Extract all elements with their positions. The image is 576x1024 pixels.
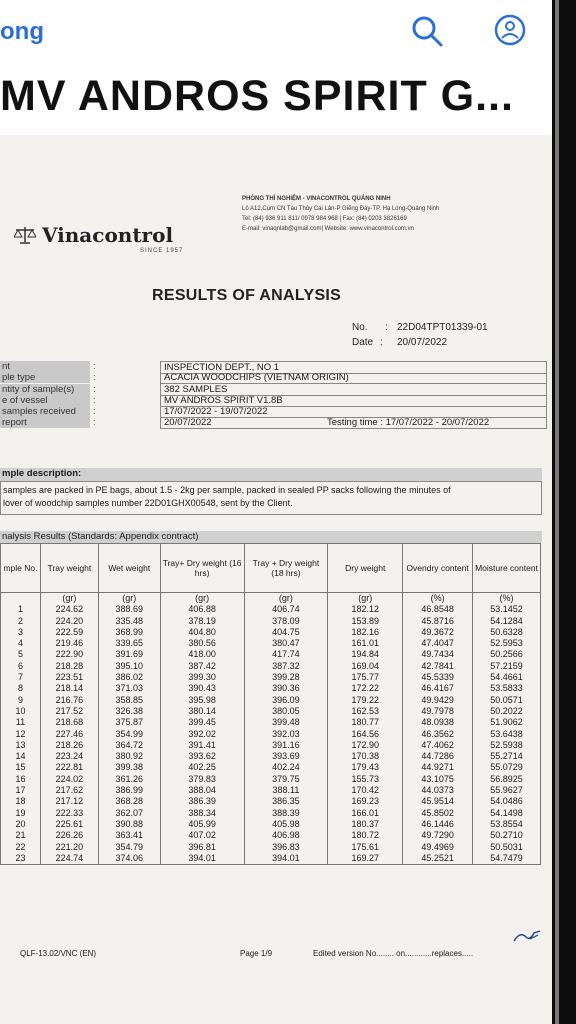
table-row — [1, 706, 541, 717]
table-cell: 394.01 — [244, 853, 328, 865]
table-cell: 388.04 — [160, 785, 244, 796]
table-cell: 55.9627 — [473, 785, 541, 796]
table-cell: 374.06 — [98, 853, 160, 865]
table-cell: 378.19 — [160, 616, 244, 627]
table-cell: 46.3562 — [403, 729, 473, 740]
scale-logo-icon — [14, 226, 36, 244]
report-title: RESULTS OF ANALYSIS — [152, 287, 342, 304]
table-cell: 4 — [1, 638, 41, 649]
table-cell: 392.02 — [160, 729, 244, 740]
table-cell: 361.26 — [98, 774, 160, 785]
table-cell: 155.73 — [328, 774, 403, 785]
table-cell: 47.4047 — [403, 638, 473, 649]
table-row — [1, 638, 541, 649]
table-cell: 49.7290 — [403, 830, 473, 841]
table-cell: 50.2022 — [473, 706, 541, 717]
table-cell: 221.20 — [40, 842, 98, 853]
report-no-value: 22D04TPT01339-01 — [397, 322, 488, 333]
table-cell: 53.6438 — [473, 729, 541, 740]
table-cell: 44.9271 — [403, 762, 473, 773]
unit-cell: (gr) — [98, 593, 160, 605]
table-cell: 161.01 — [328, 638, 403, 649]
table-row — [1, 774, 541, 785]
table-cell: 391.69 — [98, 649, 160, 660]
table-cell: 46.4167 — [403, 683, 473, 694]
table-cell: 49.3672 — [403, 627, 473, 638]
document-page: Vinacontrol SINCE 1957 PHÒNG THÍ NGHIỆM - VINACONTROL QUẢNG NINH Lô A12,Cụm CN Tàu Thủy Cái Lân-P Giếng Đáy-TP. Hạ Long-Quảng Ninh Tel: (84) 936 911 811/ 0978 984 968 | Fax: (84) 0203 3826169 E-mail: vinaqnlab@gmail.com| Website: www.vinacontrol.com.vn RESULTS OF ANALYSIS No. : 22D04TPT01339-01 Date : 20/07/2022 nt : INSPECTION DEPT., NO 1 ple type : ACACIA WOODCHIPS (VIETNAM ORIGIN) ntity of sample(s) : 382 SAMPLES e of vessel : MV ANDROS SPIRIT V1.8B samples received : 17/07/2022 - 19/07/2022 report : 20/07/2022 Testing time : 17/07/2022 - 20/07/2022 mple description: samples are packed in PE bags, about 1.5 - 2kg per sample, packed in sealed PP sacks following the minutes of lover of woodchip samples number 22D01GHX00548, sent by the Client. nalysis Results (Standards: Appendix contract) mple No. Tray weight Wet weight Tray+ Dry weight (16 hrs) Tray + Dry weight (18 hrs) Dry weight Ovendry content Moisture content (gr) (gr) (gr) (gr) (gr) (%) (%) 1 224.62 388.69 406.88 406.74 182.12 46.8548 53.1452 2 224.20 335.48 378.19 378.09 153.89 45.8716 54.1284 3 222.59 368.99 404.80 404.75 182.16 49.3672 50.6328 4 219.46 339.65 380.56 380.47 161.01 47.4047 52.5953 5 222.90 391.69 418.00 417.74 194.84 49.7434 50.2566 6 218.28 395.10 387.42 387.32 169.04 42.7841 57.2159 7 223.51 386.02 399.30 399.28 175.77 45.5339 54.4661 8 218.14 371.03 390.43 390.36 172.22 46.4167 53.5833 9 216.76 358.85 395.98 396.09 179.22 49.9429 50.0571 10 217.52 326.38 380.14 380.05 162.53 49.7978 50.2022 11 218.68 375.87 399.45 399.48 180.77 48.0938 51.9062 12 227.46 354.99 392.02 392.03 164.56 46.3562 53.6438 13 218.26 364.72 391.41 391.16 172.90 47.4062 52.5938 14 223.24 380.92 393.62 393.69 170.38 44.7286 55.2714 15 222.81 399.38 402.25 402.24 179.43 44.9271 55.0729 16 224.02 361.26 379.83 379.75 155.73 43.1075 56.8925 17 217.62 386.99 388.04 388.11 170.42 44.0373 55.9627 18 217.12 368.28 386.39 386.35 169.23 45.9514 54.0486 19 222.33 362.07 388.34 388.39 166.01 45.8502 54.1498 20 225.61 390.88 405.99 405.98 180.37 46.1446 53.8554 21 226.26 363.41 407.02 406.98 180.72 49.7290 50.2710 22 221.20 354.79 396.81 396.83 175.61 49.4969 50.5031 23 224.74 374.06 394.01 394.01 169.27 45.2521 54.7479 QLF-13.02/VNC (EN) Page 1/9 Edited version No........ on............replaces..... — [0, 135, 552, 1024]
unit-cell: (%) — [403, 593, 473, 605]
table-cell: 368.28 — [98, 796, 160, 807]
lab-email: E-mail: vinaqnlab@gmail.com| Website: www.vinacontrol.com.vn — [242, 226, 414, 232]
back-link[interactable]: ong — [0, 18, 44, 45]
testing-time: Testing time : 17/07/2022 - 20/07/2022 — [327, 417, 490, 428]
table-cell: 19 — [1, 808, 41, 819]
table-cell: 218.68 — [40, 717, 98, 728]
table-cell: 172.90 — [328, 740, 403, 751]
table-cell: 49.7434 — [403, 649, 473, 660]
table-cell: 387.42 — [160, 661, 244, 672]
table-cell: 45.9514 — [403, 796, 473, 807]
table-cell: 54.7479 — [473, 853, 541, 865]
table-row — [1, 762, 541, 773]
table-cell: 1 — [1, 604, 41, 615]
table-cell: 406.88 — [160, 604, 244, 615]
info-row: e of vessel : MV ANDROS SPIRIT V1.8B — [0, 395, 540, 406]
table-cell: 45.8502 — [403, 808, 473, 819]
sample-description: samples are packed in PE bags, about 1.5 - 2kg per sample, packed in sealed PP sacks following the minutes of lover of woodchip samples number 22D01GHX00548, sent by the Client. — [0, 481, 542, 515]
analysis-results-title: nalysis Results (Standards: Appendix contract) — [0, 531, 542, 543]
table-cell: 379.83 — [160, 774, 244, 785]
table-cell: 22 — [1, 842, 41, 853]
table-cell: 222.59 — [40, 627, 98, 638]
table-row — [1, 819, 541, 830]
table-cell: 54.0486 — [473, 796, 541, 807]
table-cell: 53.5833 — [473, 683, 541, 694]
table-cell: 10 — [1, 706, 41, 717]
table-cell: 395.10 — [98, 661, 160, 672]
table-cell: 386.02 — [98, 672, 160, 683]
table-cell: 9 — [1, 695, 41, 706]
table-cell: 223.24 — [40, 751, 98, 762]
table-cell: 6 — [1, 661, 41, 672]
table-row — [1, 785, 541, 796]
column-header: Tray+ Dry weight (16 hrs) — [160, 544, 244, 593]
table-cell: 45.8716 — [403, 616, 473, 627]
footer-form-code: QLF-13.02/VNC (EN) — [20, 949, 97, 958]
table-cell: 194.84 — [328, 649, 403, 660]
table-cell: 179.43 — [328, 762, 403, 773]
table-cell: 224.74 — [40, 853, 98, 865]
table-row — [1, 830, 541, 841]
table-cell: 402.24 — [244, 762, 328, 773]
table-cell: 226.26 — [40, 830, 98, 841]
table-cell: 218.14 — [40, 683, 98, 694]
table-cell: 169.23 — [328, 796, 403, 807]
table-cell: 50.0571 — [473, 695, 541, 706]
table-row — [1, 661, 541, 672]
table-cell: 2 — [1, 616, 41, 627]
table-cell: 169.27 — [328, 853, 403, 865]
user-icon[interactable] — [494, 14, 526, 46]
table-cell: 225.61 — [40, 819, 98, 830]
table-cell: 326.38 — [98, 706, 160, 717]
table-cell: 380.47 — [244, 638, 328, 649]
table-cell: 169.04 — [328, 661, 403, 672]
unit-cell — [1, 593, 41, 605]
table-cell: 44.0373 — [403, 785, 473, 796]
table-cell: 15 — [1, 762, 41, 773]
table-cell: 394.01 — [160, 853, 244, 865]
table-cell: 219.46 — [40, 638, 98, 649]
table-row — [1, 853, 541, 865]
table-cell: 175.61 — [328, 842, 403, 853]
table-cell: 391.16 — [244, 740, 328, 751]
table-cell: 362.07 — [98, 808, 160, 819]
table-cell: 5 — [1, 649, 41, 660]
table-cell: 216.76 — [40, 695, 98, 706]
signature-mark — [512, 927, 542, 945]
table-cell: 45.5339 — [403, 672, 473, 683]
table-cell: 53.1452 — [473, 604, 541, 615]
table-cell: 224.02 — [40, 774, 98, 785]
table-cell: 368.99 — [98, 627, 160, 638]
table-cell: 175.77 — [328, 672, 403, 683]
column-header: Tray weight — [40, 544, 98, 593]
table-cell: 380.92 — [98, 751, 160, 762]
document-title: MV ANDROS SPIRIT G... — [0, 72, 514, 120]
unit-cell: (%) — [473, 593, 541, 605]
table-cell: 388.11 — [244, 785, 328, 796]
table-cell: 371.03 — [98, 683, 160, 694]
table-cell: 388.39 — [244, 808, 328, 819]
table-cell: 182.12 — [328, 604, 403, 615]
table-cell: 48.0938 — [403, 717, 473, 728]
unit-cell: (gr) — [244, 593, 328, 605]
info-row: ple type : ACACIA WOODCHIPS (VIETNAM ORIGIN) — [0, 372, 540, 383]
table-cell: 418.00 — [160, 649, 244, 660]
table-cell: 406.74 — [244, 604, 328, 615]
table-cell: 54.1498 — [473, 808, 541, 819]
table-cell: 222.90 — [40, 649, 98, 660]
table-cell: 224.62 — [40, 604, 98, 615]
table-cell: 54.4661 — [473, 672, 541, 683]
table-cell: 399.48 — [244, 717, 328, 728]
column-header: Wet weight — [98, 544, 160, 593]
table-row — [1, 740, 541, 751]
column-header: Tray + Dry weight (18 hrs) — [244, 544, 328, 593]
table-cell: 392.03 — [244, 729, 328, 740]
table-cell: 386.99 — [98, 785, 160, 796]
table-cell: 50.2566 — [473, 649, 541, 660]
table-cell: 3 — [1, 627, 41, 638]
table-cell: 222.81 — [40, 762, 98, 773]
table-cell: 52.5953 — [473, 638, 541, 649]
table-cell: 43.1075 — [403, 774, 473, 785]
table-cell: 387.32 — [244, 661, 328, 672]
lab-address: Lô A12,Cụm CN Tàu Thủy Cái Lân-P Giếng Đáy-TP. Hạ Long-Quảng Ninh — [242, 206, 440, 212]
table-cell: 393.69 — [244, 751, 328, 762]
table-cell: 46.8548 — [403, 604, 473, 615]
table-cell: 162.53 — [328, 706, 403, 717]
table-cell: 179.22 — [328, 695, 403, 706]
table-cell: 227.46 — [40, 729, 98, 740]
scrollbar[interactable] — [555, 0, 559, 1024]
table-row — [1, 683, 541, 694]
column-header: Ovendry content — [403, 544, 473, 593]
report-date-label: Date — [352, 337, 374, 348]
table-cell: 50.5031 — [473, 842, 541, 853]
table-cell: 354.99 — [98, 729, 160, 740]
report-date-value: 20/07/2022 — [397, 337, 448, 348]
table-cell: 18 — [1, 796, 41, 807]
table-cell: 218.26 — [40, 740, 98, 751]
table-row — [1, 616, 541, 627]
table-cell: 375.87 — [98, 717, 160, 728]
table-cell: 222.33 — [40, 808, 98, 819]
table-row — [1, 729, 541, 740]
table-cell: 364.72 — [98, 740, 160, 751]
table-cell: 404.75 — [244, 627, 328, 638]
table-cell: 335.48 — [98, 616, 160, 627]
table-cell: 396.81 — [160, 842, 244, 853]
table-cell: 399.38 — [98, 762, 160, 773]
table-cell: 180.37 — [328, 819, 403, 830]
table-cell: 406.98 — [244, 830, 328, 841]
table-cell: 52.5938 — [473, 740, 541, 751]
table-cell: 57.2159 — [473, 661, 541, 672]
table-cell: 404.80 — [160, 627, 244, 638]
analysis-results-table — [0, 543, 541, 865]
table-cell: 49.9429 — [403, 695, 473, 706]
table-cell: 17 — [1, 785, 41, 796]
table-cell: 379.75 — [244, 774, 328, 785]
table-cell: 180.77 — [328, 717, 403, 728]
report-no-label: No. — [352, 322, 368, 333]
table-cell: 217.52 — [40, 706, 98, 717]
table-cell: 396.09 — [244, 695, 328, 706]
table-cell: 170.42 — [328, 785, 403, 796]
table-cell: 7 — [1, 672, 41, 683]
table-cell: 380.56 — [160, 638, 244, 649]
table-cell: 417.74 — [244, 649, 328, 660]
logo-text: Vinacontrol — [42, 223, 174, 247]
table-cell: 8 — [1, 683, 41, 694]
table-cell: 12 — [1, 729, 41, 740]
table-cell: 44.7286 — [403, 751, 473, 762]
table-cell: 54.1284 — [473, 616, 541, 627]
table-cell: 47.4062 — [403, 740, 473, 751]
column-header: mple No. — [1, 544, 41, 593]
table-cell: 399.30 — [160, 672, 244, 683]
table-cell: 402.25 — [160, 762, 244, 773]
table-cell: 380.05 — [244, 706, 328, 717]
footer-edit-note: Edited version No........ on............replaces..... — [313, 949, 474, 958]
units-row — [1, 593, 541, 605]
table-cell: 53.8554 — [473, 819, 541, 830]
table-cell: 405.98 — [244, 819, 328, 830]
table-cell: 395.98 — [160, 695, 244, 706]
lab-contact-block — [242, 194, 439, 234]
table-cell: 217.12 — [40, 796, 98, 807]
table-cell: 224.20 — [40, 616, 98, 627]
table-row — [1, 627, 541, 638]
table-cell: 13 — [1, 740, 41, 751]
column-header: Moisture content — [473, 544, 541, 593]
sample-description-title: mple description: — [0, 468, 542, 481]
app-header — [0, 0, 552, 135]
table-cell: 153.89 — [328, 616, 403, 627]
info-row: samples received : 17/07/2022 - 19/07/2022 — [0, 406, 540, 417]
logo-since: SINCE 1957 — [140, 248, 184, 254]
table-cell: 218.28 — [40, 661, 98, 672]
table-cell: 164.56 — [328, 729, 403, 740]
unit-cell: (gr) — [40, 593, 98, 605]
lab-phone: Tel: (84) 936 911 811/ 0978 984 968 | Fax: (84) 0203 3826169 — [242, 216, 407, 222]
info-row: nt : INSPECTION DEPT., NO 1 — [0, 361, 540, 372]
table-cell: 56.8925 — [473, 774, 541, 785]
unit-cell: (gr) — [328, 593, 403, 605]
table-cell: 23 — [1, 853, 41, 865]
table-cell: 378.09 — [244, 616, 328, 627]
table-cell: 46.1446 — [403, 819, 473, 830]
table-cell: 339.65 — [98, 638, 160, 649]
table-cell: 363.41 — [98, 830, 160, 841]
table-cell: 172.22 — [328, 683, 403, 694]
table-row — [1, 695, 541, 706]
table-cell: 396.83 — [244, 842, 328, 853]
table-row — [1, 842, 541, 853]
search-icon[interactable] — [410, 14, 444, 48]
table-row — [1, 751, 541, 762]
table-cell: 11 — [1, 717, 41, 728]
table-cell: 399.45 — [160, 717, 244, 728]
table-cell: 380.14 — [160, 706, 244, 717]
table-cell: 21 — [1, 830, 41, 841]
table-cell: 170.38 — [328, 751, 403, 762]
table-cell: 391.41 — [160, 740, 244, 751]
lab-name: PHÒNG THÍ NGHIỆM - VINACONTROL QUẢNG NINH — [242, 196, 391, 202]
unit-cell: (gr) — [160, 593, 244, 605]
table-cell: 407.02 — [160, 830, 244, 841]
table-cell: 358.85 — [98, 695, 160, 706]
table-cell: 223.51 — [40, 672, 98, 683]
table-cell: 166.01 — [328, 808, 403, 819]
table-row — [1, 672, 541, 683]
table-cell: 388.69 — [98, 604, 160, 615]
table-cell: 20 — [1, 819, 41, 830]
table-cell: 55.2714 — [473, 751, 541, 762]
table-cell: 51.9062 — [473, 717, 541, 728]
table-cell: 217.62 — [40, 785, 98, 796]
table-cell: 182.16 — [328, 627, 403, 638]
table-cell: 49.7978 — [403, 706, 473, 717]
table-cell: 405.99 — [160, 819, 244, 830]
table-cell: 354.79 — [98, 842, 160, 853]
table-cell: 393.62 — [160, 751, 244, 762]
footer-page-number: Page 1/9 — [240, 949, 273, 958]
table-cell: 390.43 — [160, 683, 244, 694]
table-cell: 50.6328 — [473, 627, 541, 638]
info-row: ntity of sample(s) : 382 SAMPLES — [0, 384, 540, 395]
table-cell: 388.34 — [160, 808, 244, 819]
table-cell: 45.2521 — [403, 853, 473, 865]
table-cell: 14 — [1, 751, 41, 762]
table-row — [1, 717, 541, 728]
table-row — [1, 796, 541, 807]
table-row — [1, 649, 541, 660]
table-cell: 386.35 — [244, 796, 328, 807]
column-header: Dry weight — [328, 544, 403, 593]
table-cell: 180.72 — [328, 830, 403, 841]
table-cell: 390.88 — [98, 819, 160, 830]
table-cell: 399.28 — [244, 672, 328, 683]
table-cell: 390.36 — [244, 683, 328, 694]
table-cell: 16 — [1, 774, 41, 785]
table-cell: 42.7841 — [403, 661, 473, 672]
table-header-row — [1, 544, 541, 593]
info-row: report : 20/07/2022 — [0, 417, 540, 428]
table-cell: 50.2710 — [473, 830, 541, 841]
vinacontrol-logo — [14, 223, 173, 247]
table-cell: 386.39 — [160, 796, 244, 807]
table-cell: 49.4969 — [403, 842, 473, 853]
table-row — [1, 808, 541, 819]
table-row — [1, 604, 541, 615]
table-cell: 55.0729 — [473, 762, 541, 773]
